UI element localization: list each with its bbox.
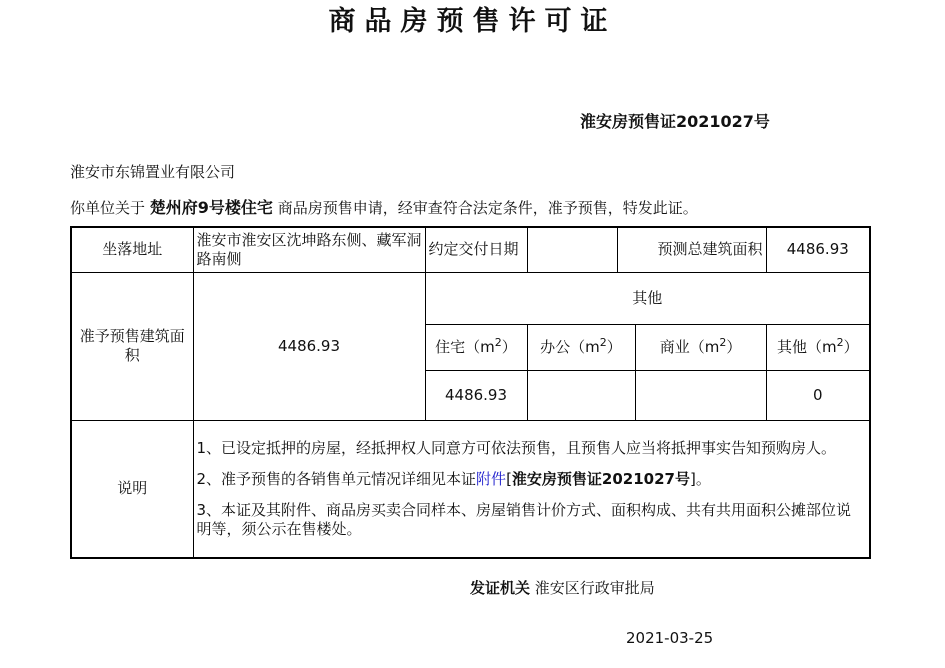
commercial-header: 商业$(m^2)$: [635, 324, 766, 370]
note-3: 3、本证及其附件、商品房买卖合同样本、房屋销售计价方式、面积构成、共有共用面积公摊部位说明等，须公示在售楼处。: [196, 500, 852, 538]
presale-table: [70, 226, 871, 559]
certificate-number: 淮安房预售证2021027号: [580, 112, 770, 131]
notes-content: [193, 420, 870, 558]
total-area-value: 4486.93: [766, 227, 870, 272]
total-area-label: 预测总建筑面积: [617, 227, 766, 272]
office-header: 办公$(m^2)$: [527, 324, 635, 370]
page-title: 商品房预售许可证: [328, 6, 617, 37]
presale-area-label: 准予预售建筑面积: [71, 272, 193, 420]
intro-prefix: 你单位关于: [70, 199, 146, 217]
residential-area-value: 4486.93: [425, 370, 527, 420]
location-value: 淮安市淮安区沈坤路东侧、藏军洞路南侧: [193, 227, 425, 272]
notes-label: 说明: [71, 420, 193, 558]
note-1: 1、已设定抵押的房屋，经抵押权人同意方可依法预售，且预售人应当将抵押事实告知预购房人。: [196, 438, 837, 457]
office-area-value: [527, 370, 635, 420]
project-name: 楚州府9号楼住宅: [149, 198, 273, 217]
attachment-link[interactable]: 附件: [476, 469, 507, 488]
issue-date: 2021-03-25: [626, 629, 714, 647]
issuer-name: 淮安区行政审批局: [534, 579, 655, 597]
other-area-value: 0: [766, 370, 870, 420]
intro-sentence: [70, 196, 698, 220]
presale-area-value: 4486.93: [193, 272, 425, 420]
note-2: 2、准予预售的各销售单元情况详细见本证附件[淮安房预售证2021027号]。: [196, 469, 711, 488]
intro-suffix: 商品房预售申请，经审查符合法定条件，准予预售，特发此证。: [277, 199, 698, 217]
delivery-date-value: [527, 227, 617, 272]
issuer-label: 发证机关: [470, 579, 531, 597]
other-header: 其他$(m^2)$: [766, 324, 870, 370]
location-label: 坐落地址: [71, 227, 193, 272]
note-2-cert-number: 淮安房预售证2021027号: [511, 469, 690, 488]
other-group-header: 其他: [425, 272, 870, 324]
delivery-date-label: 约定交付日期: [425, 227, 527, 272]
residential-header: 住宅$(m^2)$: [425, 324, 527, 370]
issuing-authority: [470, 576, 655, 600]
addressee: 淮安市东锦置业有限公司: [70, 163, 236, 181]
commercial-area-value: [635, 370, 766, 420]
